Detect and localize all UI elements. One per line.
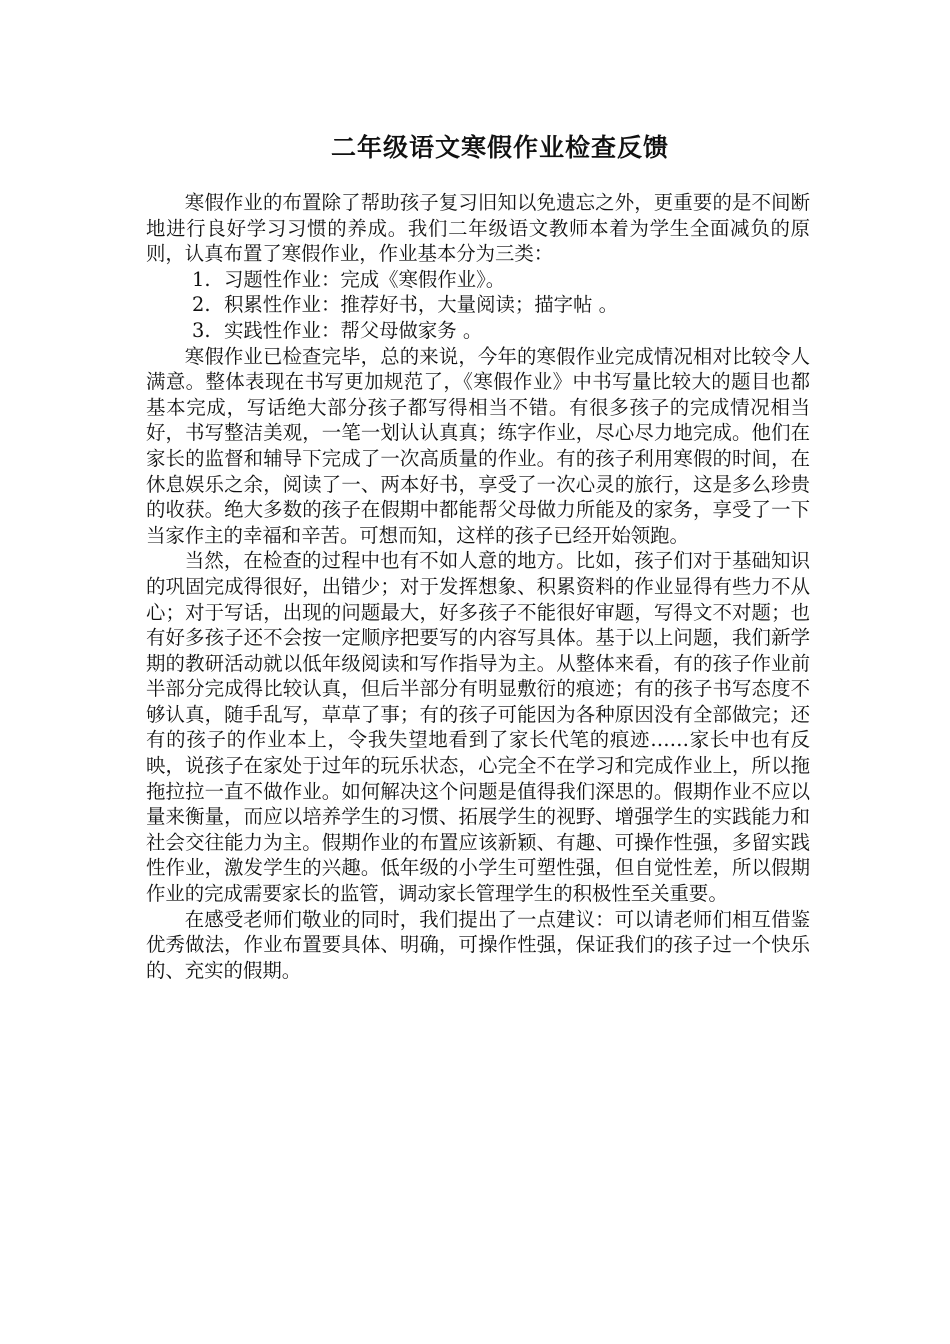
list-item <box>146 292 810 318</box>
homework-type-list <box>146 267 810 344</box>
list-item <box>146 318 810 344</box>
document-title: 二年级语文寒假作业检查反馈 <box>330 133 669 162</box>
summary-paragraph: 寒假作业已检查完毕，总的来说，今年的寒假作业完成情况相对比较令人满意。整体表现在书写更加规范了，《寒假作业》中书写量比较大的题目也都基本完成，写话绝大部分孩子都写得相当不错。有很多孩子的完成情况相当好，书写整洁美观，一笔一划认认真真；练字作业，尽心尽力地完成。他们在家长的监督和辅导下完成了一次高质量的作业。有的孩子利用寒假的时间，在休息娱乐之余，阅读了一、两本好书，享受了一次心灵的旅行，这是多么珍贵的收获。绝大多数的孩子在假期中都能帮父母做力所能及的家务，享受了一下当家作主的幸福和辛苦。可想而知，这样的孩子已经开始领跑。 <box>146 344 810 547</box>
problems-paragraph: 当然，在检查的过程中也有不如人意的地方。比如，孩子们对于基础知识的巩固完成得很好，出错少；对于发挥想象、积累资料的作业显得有些力不从心；对于写话，出现的问题最大，好多孩子不能很好审题，写得文不对题；也有好多孩子还不会按一定顺序把要写的内容写具体。基于以上问题，我们新学期的教研活动就以低年级阅读和写作指导为主。从整体来看，有的孩子作业前半部分完成得比较认真，但后半部分有明显敷衍的痕迹；有的孩子书写态度不够认真，随手乱写，草草了事；有的孩子可能因为各种原因没有全部做完；还有的孩子的作业本上，令我失望地看到了家长代笔的痕迹……家长中也有反映，说孩子在家处于过年的玩乐状态，心完全不在学习和完成作业上，所以拖拖拉拉一直不做作业。如何解决这个问题是值得我们深思的。假期作业不应以量来衡量，而应以培养学生的习惯、拓展学生的视野、增强学生的实践能力和社会交往能力为主。假期作业的布置应该新颖、有趣、可操作性强，多留实践性作业，激发学生的兴趣。低年级的小学生可塑性强，但自觉性差，所以假期作业的完成需要家长的监管，调动家长管理学生的积极性至关重要。 <box>146 549 810 906</box>
list-item <box>146 267 810 293</box>
list-item-text: 习题性作业：完成《寒假作业》。 <box>224 267 506 291</box>
list-item-text: 实践性作业：帮父母做家务 。 <box>224 318 483 342</box>
list-item-number: 3. <box>192 318 211 342</box>
suggestion-paragraph: 在感受老师们敬业的同时，我们提出了一点建议：可以请老师们相互借鉴优秀做法，作业布置要具体、明确，可操作性强，保证我们的孩子过一个快乐的、充实的假期。 <box>146 907 810 982</box>
document-page <box>146 128 810 983</box>
list-item-text: 积累性作业：推荐好书，大量阅读；描字帖 。 <box>224 293 618 317</box>
intro-paragraph: 寒假作业的布置除了帮助孩子复习旧知以免遗忘之外，更重要的是不间断地进行良好学习习惯的养成。我们二年级语文教师本着为学生全面减负的原则，认真布置了寒假作业，作业基本分为三类： <box>146 191 810 266</box>
list-item-number: 1. <box>192 267 211 291</box>
list-item-number: 2. <box>192 293 211 317</box>
